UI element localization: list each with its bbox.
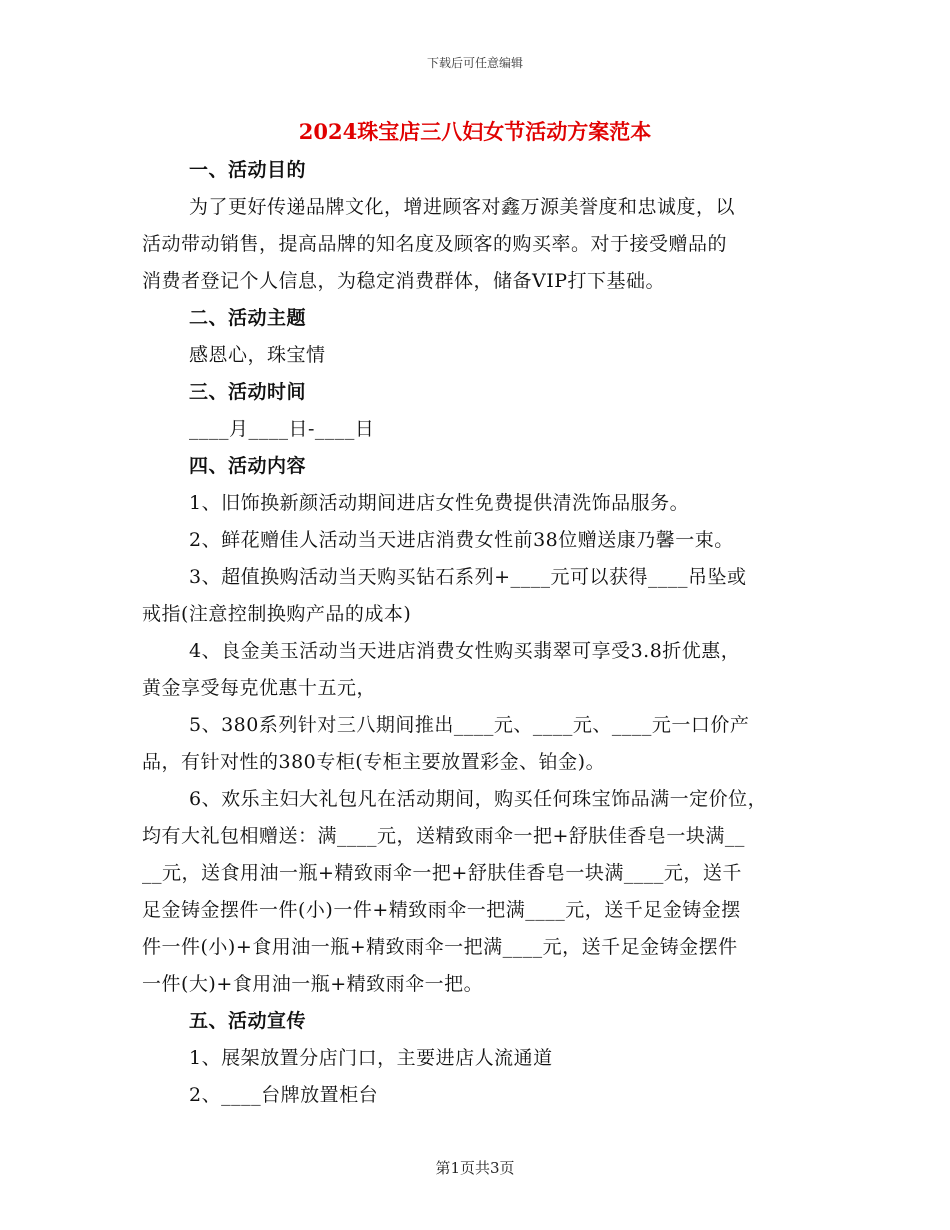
list-item: 1、展架放置分店门口，主要进店人流通道: [189, 1047, 553, 1069]
list-item-continuation: 戒指(注意控制换购产品的成本): [142, 603, 412, 625]
list-item-continuation: 一件(大)+食用油一瓶+精致雨伞一把。: [142, 973, 484, 995]
section-heading-theme: 二、活动主题: [189, 307, 307, 329]
section-heading-promotion: 五、活动宣传: [189, 1010, 307, 1032]
paragraph-line: 为了更好传递品牌文化，增进顾客对鑫万源美誉度和忠诚度，以: [189, 196, 736, 218]
list-item: 5、380系列针对三八期间推出____元、____元、____元一口价产: [189, 714, 750, 736]
paragraph-line: 消费者登记个人信息，为稳定消费群体，储备VIP打下基础。: [142, 270, 666, 292]
paragraph-line: 感恩心，珠宝情: [189, 344, 326, 366]
page-number-footer: 第1页共3页: [435, 1159, 515, 1177]
list-item: 1、旧饰换新颜活动期间进店女性免费提供清洗饰品服务。: [189, 492, 690, 514]
section-heading-time: 三、活动时间: [189, 381, 307, 403]
section-heading-purpose: 一、活动目的: [189, 159, 307, 181]
document-title: 2024珠宝店三八妇女节活动方案范本: [298, 119, 652, 144]
list-item-continuation: 均有大礼包相赠送：满____元，送精致雨伞一把+舒肤佳香皂一块满__: [142, 825, 745, 847]
list-item: 3、超值换购活动当天购买钻石系列+____元可以获得____吊坠或: [189, 566, 747, 588]
list-item-continuation: __元，送食用油一瓶+精致雨伞一把+舒肤佳香皂一块满____元，送千: [142, 862, 742, 884]
list-item-continuation: 品，有针对性的380专柜(专柜主要放置彩金、铂金)。: [142, 751, 606, 773]
list-item-continuation: 足金铸金摆件一件(小)一件+精致雨伞一把满____元，送千足金铸金摆: [142, 899, 741, 921]
list-item: 4、良金美玉活动当天进店消费女性购买翡翠可享受3.8折优惠，: [189, 640, 741, 662]
list-item-continuation: 件一件(小)+食用油一瓶+精致雨伞一把满____元，送千足金铸金摆件: [142, 936, 738, 958]
section-heading-content: 四、活动内容: [189, 455, 307, 477]
header-note: 下载后可任意编辑: [426, 56, 523, 70]
list-item: 6、欢乐主妇大礼包凡在活动期间，购买任何珠宝饰品满一定价位，: [189, 788, 768, 810]
paragraph-line: 活动带动销售，提高品牌的知名度及顾客的购买率。对于接受赠品的: [142, 233, 728, 255]
list-item: 2、____台牌放置柜台: [189, 1084, 379, 1106]
document-body: [142, 152, 802, 1114]
paragraph-line: ____月____日-____日: [189, 418, 375, 440]
list-item: 2、鲜花赠佳人活动当天进店消费女性前38位赠送康乃馨一束。: [189, 529, 734, 551]
list-item-continuation: 黄金享受每克优惠十五元，: [142, 677, 377, 699]
